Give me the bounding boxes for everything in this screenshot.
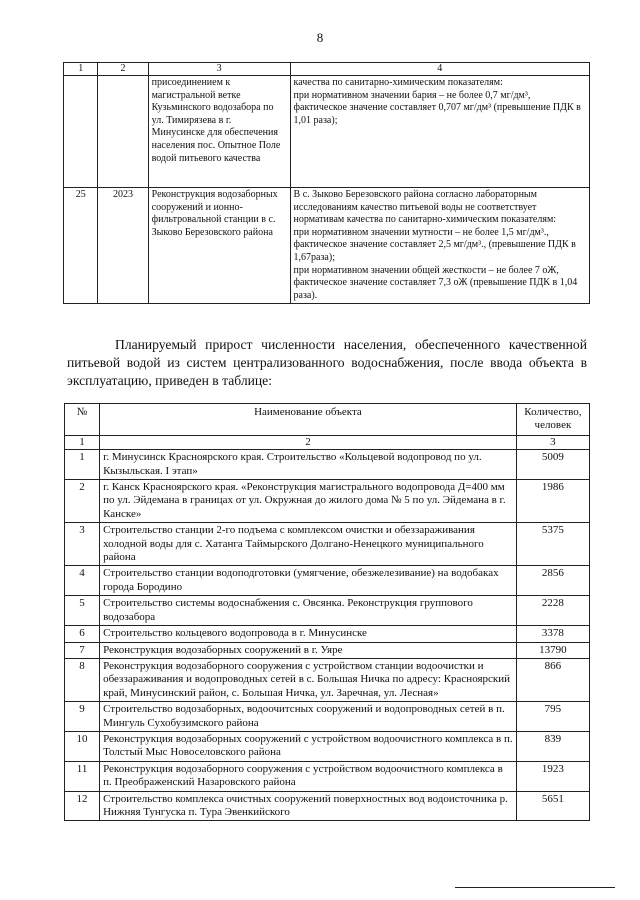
row-number: 6: [65, 626, 100, 642]
table-row: [65, 761, 590, 791]
table-row: [64, 76, 590, 188]
quality-description: [290, 76, 589, 188]
description-line: при нормативном значении мутности – не более 1,5 мг/дм³., фактическое значение составляет 2,5 мг/дм³., (превышение ПДК в 1,67раза);: [293, 226, 576, 263]
header-count: Количество, человек: [516, 404, 589, 436]
population-count: 2228: [516, 596, 589, 626]
table-header-row: [65, 404, 590, 436]
population-count: 13790: [516, 642, 589, 658]
object-name: Реконструкция водозаборных сооружений в г. Уяре: [100, 642, 517, 658]
row-number: 11: [65, 761, 100, 791]
object-name: Строительство водозаборных, водоочитсных сооружений и водопроводных сетей в п. Мингуль Сухобузимского района: [100, 702, 517, 732]
row-number: 25: [64, 188, 98, 304]
table-row: [65, 791, 590, 821]
page-number: 8: [316, 30, 324, 45]
object-name: присоединением к магистральной ветке Кузьминского водозабора по ул. Тимирязева в г. Минусинске для обеспечения населения пос. Опытное Поле водой питьевого качества: [148, 76, 290, 188]
column-number: 2: [100, 435, 517, 449]
row-number: [64, 76, 98, 188]
object-name: Строительство станции 2-го подъема с комплексом очистки и обеззараживания холодной воды для с. Хатанга Таймырского Долгано-Ненецкого муниципального района: [100, 523, 517, 566]
description-line: качества по санитарно-химическим показателям:: [293, 77, 503, 88]
description-line: В с. Зыково Березовского района согласно лабораторным исследованиям качество питьевой воды не соответствует нормативам качества по санитарно-химическим показателям:: [293, 189, 557, 226]
column-number: 2: [98, 63, 148, 76]
table-row: [65, 523, 590, 566]
description-line: при нормативном значении общей жесткости – не более 7 оЖ, фактическое значение составляет 7,3 оЖ (превышение ПДК в 1,04 раза).: [293, 264, 578, 301]
row-number: 4: [65, 566, 100, 596]
table-row: [65, 480, 590, 523]
object-name: Строительство кольцевого водопровода в г. Минусинске: [100, 626, 517, 642]
row-number: 10: [65, 731, 100, 761]
population-count: 5009: [516, 450, 589, 480]
quality-description: [290, 188, 589, 304]
column-number-row: [65, 435, 590, 449]
table-row: [65, 642, 590, 658]
row-number: 1: [65, 450, 100, 480]
row-number: 8: [65, 658, 100, 701]
header-name: Наименование объекта: [100, 404, 517, 436]
column-number: 3: [516, 435, 589, 449]
population-count: 5651: [516, 791, 589, 821]
object-name: Строительство системы водоснабжения с. Овсянка. Реконструкция группового водозабора: [100, 596, 517, 626]
column-number: 4: [290, 63, 589, 76]
row-number: 9: [65, 702, 100, 732]
objects-table: [63, 62, 590, 304]
intro-paragraph: Планируемый прирост численности населения, обеспеченного качественной питьевой водой из систем централизованного водоснабжения, после ввода объекта в эксплуатацию, приведен в таблице:: [67, 337, 587, 388]
table-row: [65, 566, 590, 596]
population-count: 866: [516, 658, 589, 701]
table-header-row: [64, 63, 590, 76]
object-name: Реконструкция водозаборного сооружения с устройством станции водоочистки и обеззараживания и водопроводных сетей в с. Большая Ничка по адресу: Красноярский край, Минусинский район, с. Большая Ничка, ул. Заречная, ул. Лесная»: [100, 658, 517, 701]
object-name: Реконструкция водозаборного сооружения с устройством водоочистного комплекса в п. Преображенский Назаровского района: [100, 761, 517, 791]
population-count: 795: [516, 702, 589, 732]
object-name: Строительство станции водоподготовки (умягчение, обезжелезивание) на водобаках города Бородино: [100, 566, 517, 596]
table-row: [65, 731, 590, 761]
description-line: при нормативном значении бария – не более 0,7 мг/дм³,: [293, 89, 531, 101]
object-name: г. Минусинск Красноярского края. Строительство «Кольцевой водопровод по ул. Кызыльская. I этап»: [100, 450, 517, 480]
object-name: Реконструкция водозаборных сооружений с устройством водоочистного комплекса в п. Толстый Мыс Новоселовского района: [100, 731, 517, 761]
row-number: 12: [65, 791, 100, 821]
population-count: 3378: [516, 626, 589, 642]
table-row: [65, 450, 590, 480]
row-number: 3: [65, 523, 100, 566]
row-number: 5: [65, 596, 100, 626]
row-number: 2: [65, 480, 100, 523]
table-row: [64, 188, 590, 304]
row-year: 2023: [98, 188, 148, 304]
footer-divider: [455, 887, 615, 888]
column-number: 1: [65, 435, 100, 449]
object-name: Реконструкция водозаборных сооружений и ионно-фильтровальной станции в с. Зыково Березовского района: [148, 188, 290, 304]
population-count: 839: [516, 731, 589, 761]
object-name: г. Канск Красноярского края. «Реконструкция магистрального водопровода Д=400 мм по ул. Эйдемана в границах от ул. Окружная до жилого дома № 5 по ул. Эйдемана в г. Канске»: [100, 480, 517, 523]
table-row: [65, 702, 590, 732]
row-number: 7: [65, 642, 100, 658]
column-number: 3: [148, 63, 290, 76]
object-name: Строительство комплекса очистных сооружений поверхностных вод водоисточника р. Нижняя Тунгуска п. Тура Эвенкийского: [100, 791, 517, 821]
table-row: [65, 596, 590, 626]
header-num: №: [65, 404, 100, 436]
population-count: 5375: [516, 523, 589, 566]
table-row: [65, 626, 590, 642]
population-table: [64, 403, 590, 821]
table-row: [65, 658, 590, 701]
description-line: фактическое значение составляет 0,707 мг/дм³ (превышение ПДК в 1,01 раза);: [293, 102, 581, 126]
column-number: 1: [64, 63, 98, 76]
population-count: 2856: [516, 566, 589, 596]
row-year: [98, 76, 148, 188]
population-count: 1923: [516, 761, 589, 791]
population-count: 1986: [516, 480, 589, 523]
